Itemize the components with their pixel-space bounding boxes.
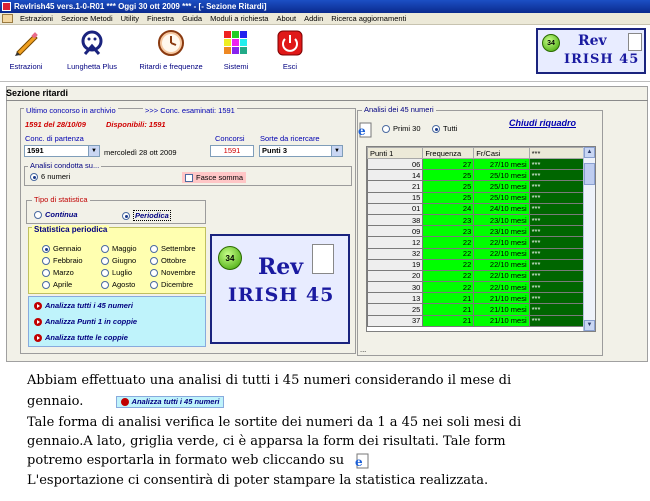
results-table: [367, 147, 585, 327]
sei-numeri-radio[interactable]: [30, 172, 70, 181]
radio-dot: [432, 125, 440, 133]
fasce-somma-label: Fasce somma: [196, 173, 244, 182]
menu-about[interactable]: About: [276, 14, 297, 23]
estrazioni-button[interactable]: [4, 28, 48, 71]
ultimo-value: 1591 del 28/10/09: [25, 120, 86, 129]
sorte-label: Sorte da ricercare: [260, 134, 320, 143]
tutti-label: Tutti: [443, 124, 458, 133]
menu-utility[interactable]: Utility: [120, 14, 139, 23]
table-cell: ***: [529, 181, 584, 192]
table-cell: 09: [368, 226, 423, 237]
inline-analizza-button: [116, 396, 225, 408]
col-header[interactable]: Punti 1: [368, 148, 423, 159]
power-icon: [275, 28, 305, 58]
table-cell: 15: [368, 192, 423, 203]
doc-line-5-text: potremo esportarla in formato web cliccando su: [27, 453, 345, 468]
table-cell: ***: [529, 159, 584, 170]
checkbox-box: [185, 174, 193, 182]
grid-colors-icon: [221, 28, 251, 58]
concorsi-field[interactable]: 1591: [210, 145, 254, 157]
radio-dot: [382, 125, 390, 133]
month-luglio[interactable]: [101, 268, 132, 277]
sorte-combo[interactable]: [259, 145, 343, 157]
table-cell: ***: [529, 315, 584, 326]
table-cell: 22: [423, 248, 474, 259]
logo-irish: IRISH 45: [564, 52, 640, 67]
section-title: Sezione ritardi: [6, 88, 69, 98]
table-cell: 22/10 mesi: [474, 248, 529, 259]
menu-estrazioni[interactable]: Estrazioni: [20, 14, 53, 23]
lunghetta-button[interactable]: [60, 28, 124, 71]
table-cell: 20: [368, 270, 423, 281]
month-febbraio[interactable]: [42, 256, 83, 265]
table-cell: 23/10 mesi: [474, 214, 529, 225]
logo-rev: Rev: [258, 254, 304, 280]
doc-line-5: [27, 452, 370, 470]
table-row[interactable]: [368, 181, 585, 192]
action-label: Analizza tutti i 45 numeri: [45, 301, 133, 310]
month-label: Marzo: [53, 268, 74, 277]
section-divider: [6, 100, 648, 101]
table-cell: 19: [368, 259, 423, 270]
month-agosto[interactable]: [101, 280, 135, 289]
esci-label: Esci: [282, 62, 298, 71]
month-gennaio[interactable]: [42, 244, 81, 253]
action-label: Analizza Punti 1 in coppie: [45, 317, 138, 326]
table-cell: 25/10 mesi: [474, 170, 529, 181]
doc-line-4: gennaio.A lato, griglia verde, ci è apparsa la form dei risultati. Tale form: [27, 434, 506, 449]
primi30-radio[interactable]: [382, 124, 421, 133]
table-row[interactable]: [368, 203, 585, 214]
toolbar: [0, 26, 650, 82]
primi30-label: Primi 30: [393, 124, 421, 133]
mdi-document-icon[interactable]: [2, 14, 13, 23]
menu-finestra[interactable]: Finestra: [146, 14, 175, 23]
radio-dot: [101, 269, 109, 277]
month-label: Giugno: [112, 256, 137, 265]
playing-card-icon: [312, 244, 334, 274]
table-cell: ***: [529, 282, 584, 293]
radio-dot: [30, 173, 38, 181]
table-cell: 25: [423, 170, 474, 181]
month-label: Novembre: [161, 268, 196, 277]
table-cell: 21/10 mesi: [474, 315, 529, 326]
table-row[interactable]: [368, 226, 585, 237]
table-cell: 21: [423, 315, 474, 326]
ie-export-icon: [354, 453, 370, 469]
doc-line-1: Abbiam effettuato una analisi di tutti i 45 numeri considerando il mese di: [27, 373, 512, 388]
table-cell: 22: [423, 237, 474, 248]
table-row[interactable]: [368, 259, 585, 270]
month-label: Ottobre: [161, 256, 187, 265]
table-cell: 13: [368, 293, 423, 304]
month-ottobre[interactable]: [150, 256, 186, 265]
table-row[interactable]: [368, 270, 585, 281]
month-novembre[interactable]: [150, 268, 196, 277]
menu-addin[interactable]: Addin: [304, 14, 324, 23]
doc-line-2: [27, 393, 224, 411]
table-cell: 21/10 mesi: [474, 293, 529, 304]
radio-dot: [122, 212, 130, 220]
table-cell: 21: [368, 181, 423, 192]
month-label: Dicembre: [161, 280, 194, 289]
table-cell: 24/10 mesi: [474, 203, 529, 214]
conc-partenza-label: Conc. di partenza: [25, 134, 84, 143]
ie-export-icon[interactable]: [357, 122, 373, 138]
table-cell: 37: [368, 315, 423, 326]
analizza-tutti-button[interactable]: [34, 301, 133, 310]
inline-button-label: Analizza tutti i 45 numeri: [131, 396, 220, 406]
month-marzo[interactable]: [42, 268, 74, 277]
scroll-down-icon[interactable]: ▼: [584, 320, 595, 331]
table-cell: 21: [423, 293, 474, 304]
table-cell: ***: [529, 293, 584, 304]
table-cell: ***: [529, 192, 584, 203]
playing-card-icon: [628, 33, 642, 51]
table-cell: 12: [368, 237, 423, 248]
window-title: RevIrish45 vers.1-0-R01 *** Oggi 30 ott 2009 *** - [- Sezione Ritardi]: [14, 2, 267, 11]
table-cell: 25/10 mesi: [474, 181, 529, 192]
col-header[interactable]: Fr/Casi: [474, 148, 529, 159]
table-cell: 27: [423, 159, 474, 170]
date-text: mercoledì 28 ott 2009: [104, 148, 177, 157]
results-grid[interactable]: [366, 146, 596, 332]
table-cell: 25: [423, 192, 474, 203]
sistemi-label: Sistemi: [223, 62, 249, 71]
conc-esaminati: >>> Conc. esaminati: 1591: [145, 106, 235, 115]
table-cell: 01: [368, 203, 423, 214]
radio-dot: [42, 257, 50, 265]
table-row[interactable]: [368, 293, 585, 304]
sistemi-button[interactable]: [216, 28, 256, 71]
rev-irish-logo: [536, 28, 646, 74]
radio-dot: [150, 281, 158, 289]
arrow-bullet-icon: [34, 334, 42, 342]
continua-radio[interactable]: [34, 210, 78, 219]
table-cell: 22/10 mesi: [474, 237, 529, 248]
app-icon: [2, 2, 11, 11]
month-label: Luglio: [112, 268, 133, 277]
analisi-su-label: Analisi condotta su...: [30, 161, 100, 170]
menu-ricerca[interactable]: Ricerca aggiornamenti: [331, 14, 407, 23]
radio-dot: [42, 281, 50, 289]
month-aprile[interactable]: [42, 280, 72, 289]
table-row[interactable]: [368, 248, 585, 259]
month-label: Agosto: [112, 280, 136, 289]
table-cell: 38: [368, 214, 423, 225]
doc-line-3: Tale forma di analisi verifica le sortite dei numeri da 1 a 45 nei soli mesi di: [27, 415, 522, 430]
disponibili: Disponibili: 1591: [106, 120, 166, 129]
pencil-icon: [11, 28, 41, 58]
fasce-somma-checkbox[interactable]: [182, 172, 246, 183]
analizza-punti-button[interactable]: [34, 317, 137, 326]
arrow-bullet-icon: [34, 302, 42, 310]
svg-text:e: e: [355, 454, 363, 469]
radio-dot: [34, 211, 42, 219]
table-cell: 22/10 mesi: [474, 282, 529, 293]
chevron-down-icon[interactable]: ▼: [331, 146, 342, 156]
menu-bar: [0, 13, 650, 25]
table-cell: 21/10 mesi: [474, 304, 529, 315]
month-label: Febbraio: [53, 256, 83, 265]
chevron-down-icon[interactable]: ▼: [88, 146, 99, 156]
radio-dot: [150, 269, 158, 277]
scroll-thumb[interactable]: [584, 163, 595, 185]
analizza-coppie-button[interactable]: [34, 333, 128, 342]
col-header[interactable]: Frequenza: [423, 148, 474, 159]
month-settembre[interactable]: [150, 244, 196, 253]
table-cell: ***: [529, 214, 584, 225]
periodica-radio[interactable]: [122, 210, 171, 221]
logo-ball: 34: [542, 34, 560, 52]
table-cell: 06: [368, 159, 423, 170]
ritardi-button[interactable]: [132, 28, 210, 71]
table-row[interactable]: [368, 237, 585, 248]
tipo-label: Tipo di statistica: [34, 195, 88, 204]
window-titlebar: [0, 0, 650, 13]
month-dicembre[interactable]: [150, 280, 193, 289]
month-label: Aprile: [53, 280, 73, 289]
table-cell: 23: [423, 214, 474, 225]
periodica-label: Periodica: [135, 211, 169, 220]
month-giugno[interactable]: [101, 256, 136, 265]
concorsi-label: Concorsi: [215, 134, 245, 143]
ultimo-concorso-label: Ultimo concorso in archivio: [26, 106, 116, 115]
action-label: Analizza tutte le coppie: [45, 333, 128, 342]
esci-button[interactable]: [272, 28, 308, 71]
logo-rev: Rev: [578, 33, 607, 49]
lunghetta-label: Lunghetta Plus: [66, 62, 118, 71]
menu-guida[interactable]: Guida: [182, 14, 203, 23]
table-cell: 25/10 mesi: [474, 192, 529, 203]
month-label: Gennaio: [53, 244, 82, 253]
table-row[interactable]: [368, 214, 585, 225]
arrow-bullet-icon: [121, 398, 129, 406]
radio-dot: [42, 269, 50, 277]
menu-sezione-metodi[interactable]: Sezione Metodi: [60, 14, 113, 23]
radio-dot: [101, 245, 109, 253]
radio-dot: [101, 257, 109, 265]
table-cell: ***: [529, 203, 584, 214]
table-row[interactable]: [368, 304, 585, 315]
continua-label: Continua: [45, 210, 78, 219]
radio-dot: [101, 281, 109, 289]
table-cell: 14: [368, 170, 423, 181]
sei-numeri-label: 6 numeri: [41, 172, 71, 181]
table-cell: ***: [529, 226, 584, 237]
table-cell: 32: [368, 248, 423, 259]
table-cell: 23/10 mesi: [474, 226, 529, 237]
conc-partenza-value: 1591: [27, 146, 44, 155]
ritardi-label: Ritardi e frequenze: [139, 62, 203, 71]
table-cell: 23: [423, 226, 474, 237]
table-cell: 22: [423, 270, 474, 281]
lottery-logo-icon: [77, 28, 107, 58]
chiudi-riquadro-link[interactable]: Chiudi riquadro: [509, 118, 576, 128]
table-cell: ***: [529, 248, 584, 259]
sorte-value: Punti 3: [262, 146, 288, 155]
table-cell: 25: [368, 304, 423, 315]
doc-line-6: L'esportazione ci consentirà di poter stampare la statistica realizzata.: [27, 473, 489, 488]
conc-partenza-combo[interactable]: [24, 145, 100, 157]
grid-scrollbar[interactable]: [583, 147, 595, 331]
table-cell: 27/10 mesi: [474, 159, 529, 170]
radio-dot: [42, 245, 50, 253]
col-header[interactable]: ***: [529, 148, 584, 159]
table-row[interactable]: [368, 315, 585, 326]
scroll-up-icon[interactable]: ▲: [584, 147, 595, 158]
rev-irish-logo-large: [210, 234, 350, 344]
table-row[interactable]: [368, 170, 585, 181]
logo-ball: 34: [218, 246, 242, 270]
month-maggio[interactable]: [101, 244, 137, 253]
estrazioni-label: Estrazioni: [9, 62, 43, 71]
table-cell: ***: [529, 259, 584, 270]
table-cell: 21: [423, 304, 474, 315]
table-cell: ***: [529, 304, 584, 315]
month-label: Maggio: [112, 244, 137, 253]
table-cell: 22/10 mesi: [474, 259, 529, 270]
tutti-radio[interactable]: [432, 124, 457, 133]
grid-ellipsis: ...: [360, 345, 367, 354]
table-row[interactable]: [368, 159, 585, 170]
logo-irish: IRISH 45: [228, 284, 335, 306]
arrow-bullet-icon: [34, 318, 42, 326]
table-cell: ***: [529, 270, 584, 281]
clock-icon: [156, 28, 186, 58]
table-cell: 25: [423, 181, 474, 192]
table-cell: ***: [529, 237, 584, 248]
table-cell: 30: [368, 282, 423, 293]
radio-dot: [150, 257, 158, 265]
radio-dot: [150, 245, 158, 253]
table-cell: 22: [423, 282, 474, 293]
table-cell: 24: [423, 203, 474, 214]
statistica-periodica-label: Statistica periodica: [34, 225, 108, 234]
table-cell: 22: [423, 259, 474, 270]
table-row[interactable]: [368, 282, 585, 293]
doc-line-2-text: gennaio.: [27, 394, 84, 409]
table-row[interactable]: [368, 192, 585, 203]
table-cell: ***: [529, 170, 584, 181]
menu-moduli[interactable]: Moduli a richiesta: [210, 14, 269, 23]
svg-text:e: e: [358, 124, 366, 138]
month-label: Settembre: [161, 244, 196, 253]
table-cell: 22/10 mesi: [474, 270, 529, 281]
analisi-label: Analisi dei 45 numeri: [364, 105, 434, 114]
